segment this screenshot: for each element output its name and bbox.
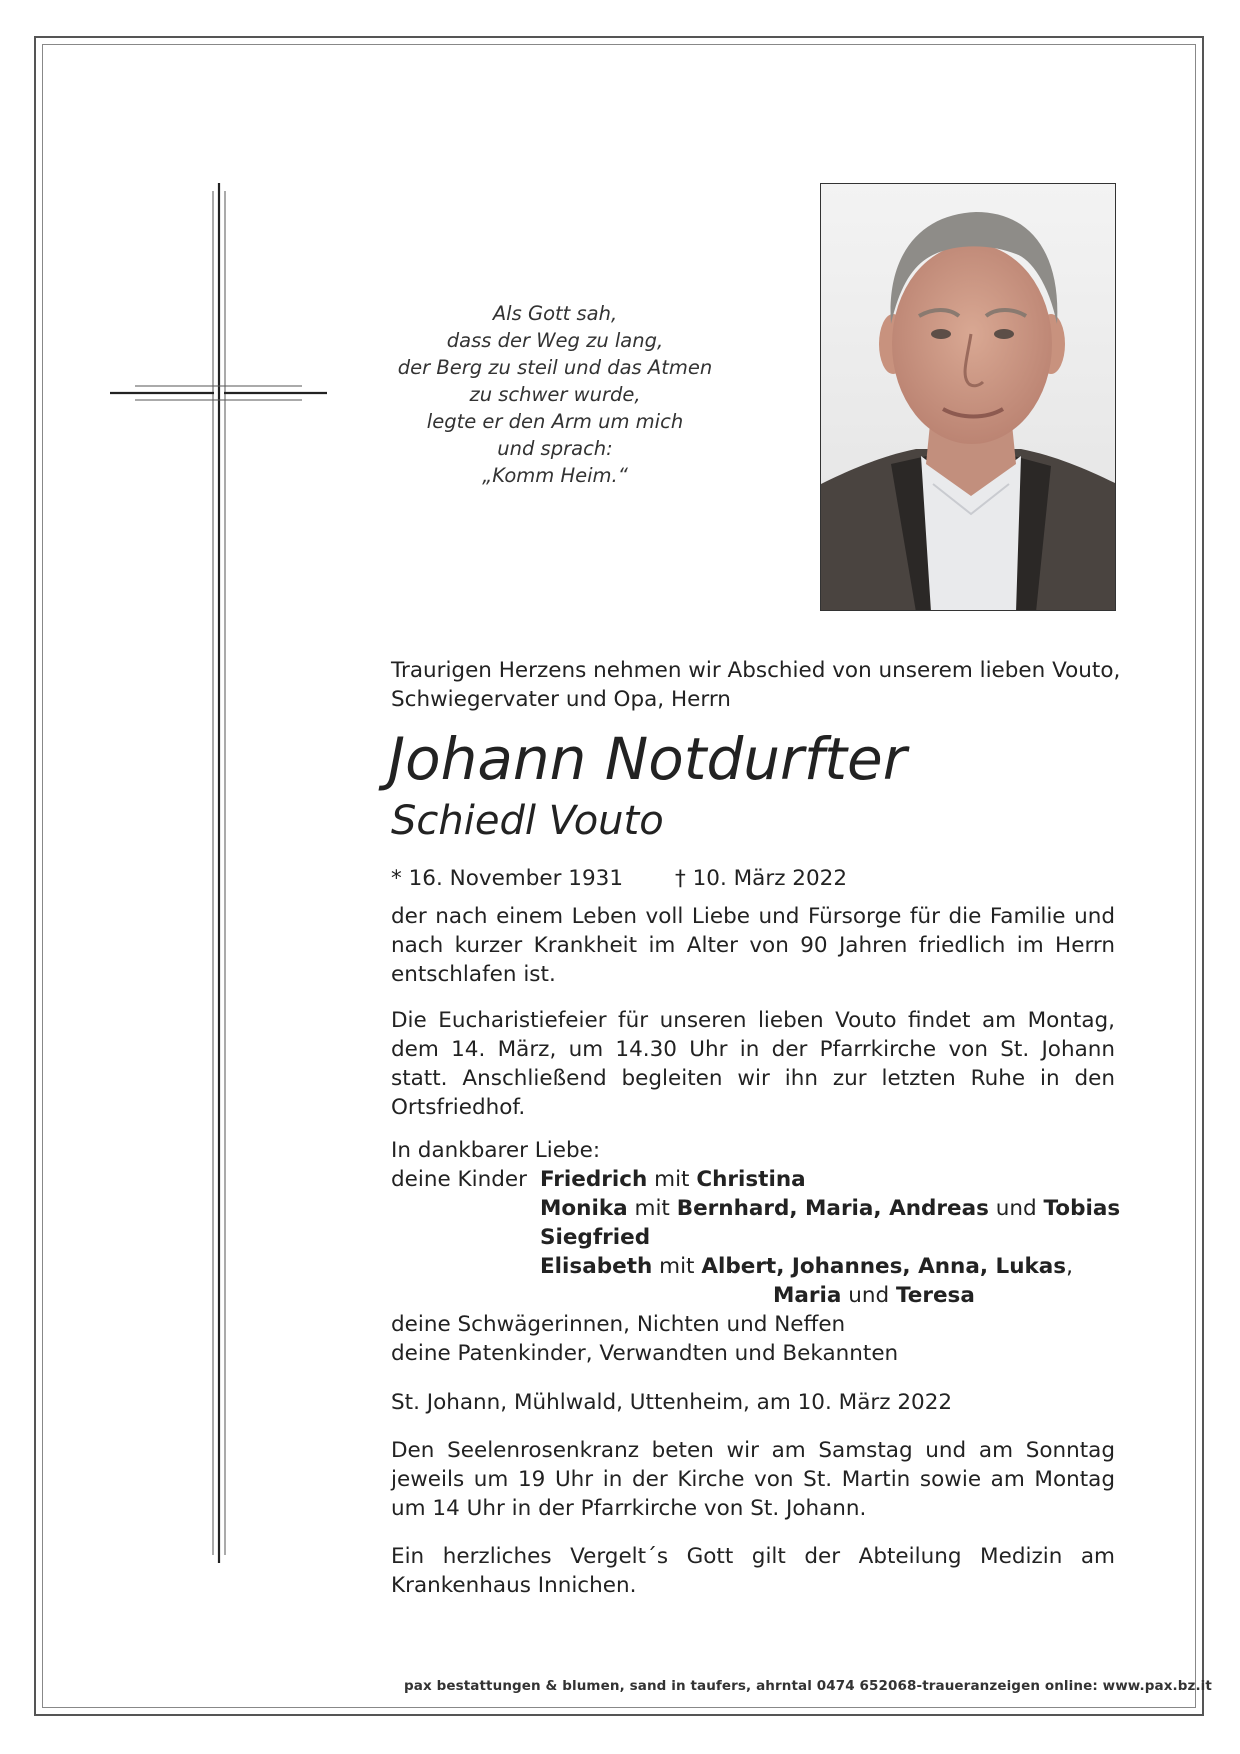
obituary-content: [388, 656, 1121, 1600]
deceased-nickname: Schiedl Vouto: [391, 798, 664, 844]
verse-line: Als Gott sah,: [492, 302, 618, 325]
family-list: [391, 1136, 1121, 1368]
family-heading: In dankbarer Liebe:: [391, 1138, 601, 1163]
verse: [390, 300, 720, 489]
family-row-elisabeth-cont: [391, 1281, 1115, 1310]
child-name: Siegfried: [540, 1225, 651, 1250]
family-members: Albert, Johannes, Anna, Lukas: [701, 1254, 1067, 1279]
verse-line: zu schwer wurde,: [469, 383, 641, 406]
family-member: Tobias: [1043, 1196, 1121, 1221]
family-member: Teresa: [895, 1283, 975, 1308]
family-row-friedrich: [391, 1165, 1115, 1194]
verse-line: dass der Weg zu lang,: [446, 329, 664, 352]
paragraph-life: der nach einem Leben voll Liebe und Fürsorge für die Familie und nach kurzer Krankheit im Alter von 90 Jahren friedlich im Herrn entschlafen ist.: [391, 904, 1115, 987]
verse-line: „Komm Heim.“: [482, 464, 628, 487]
footer-text: pax bestattungen & blumen, sand in taufers, ahrntal 0474 652068-traueranzeigen online: www.pax.bz.it: [404, 1678, 1212, 1694]
connector-text: mit: [659, 1254, 695, 1279]
intro-line: Traurigen Herzens nehmen wir Abschied von unserem lieben Vouto,: [391, 658, 1121, 683]
death-date: † 10. März 2022: [675, 866, 848, 891]
family-row-siegfried: [391, 1223, 1115, 1252]
verse-line: und sprach:: [497, 437, 613, 460]
cross-icon: [110, 183, 330, 1563]
connector-text: und: [848, 1283, 890, 1308]
birth-date: * 16. November 1931: [391, 866, 624, 891]
connector-text: mit: [654, 1167, 690, 1192]
paragraph-funeral: Die Eucharistiefeier für unseren lieben Vouto findet am Montag, dem 14. März, um 14.30 Uhr in der Pfarrkirche von St. Johann statt. Anschließend begleiten wir ihn zur letzten Ruhe in den Ortsfriedhof.: [391, 1008, 1115, 1120]
connector-text: mit: [634, 1196, 670, 1221]
child-name: Elisabeth: [540, 1254, 653, 1279]
relatives-line: deine Schwägerinnen, Nichten und Neffen: [391, 1312, 846, 1337]
child-name: Friedrich: [540, 1167, 648, 1192]
relatives-line: deine Patenkinder, Verwandten und Bekannten: [391, 1341, 899, 1366]
children-label: deine Kinder: [391, 1167, 527, 1192]
portrait-photo: [820, 183, 1116, 611]
family-member: Maria: [773, 1283, 842, 1308]
paragraph-thanks: Ein herzliches Vergelt´s Gott gilt der Abteilung Medizin am Krankenhaus Innichen.: [391, 1544, 1115, 1598]
family-members: Bernhard, Maria, Andreas: [676, 1196, 989, 1221]
child-name: Monika: [540, 1196, 628, 1221]
deceased-name: Johann Notdurfter: [388, 725, 907, 793]
intro-line: Schwiegervater und Opa, Herrn: [391, 687, 731, 712]
intro-text: [391, 656, 1121, 714]
paragraph-rosary: Den Seelenrosenkranz beten wir am Samstag und am Sonntag jeweils um 19 Uhr in der Kirche von St. Martin sowie am Montag um 14 Uhr in der Pfarrkirche von St. Johann.: [391, 1438, 1115, 1521]
spouse-name: Christina: [696, 1167, 806, 1192]
family-row-elisabeth: [391, 1252, 1115, 1281]
family-row-monika: [391, 1194, 1121, 1223]
connector-text: und: [995, 1196, 1037, 1221]
life-dates: [391, 864, 1115, 893]
verse-line: der Berg zu steil und das Atmen: [397, 356, 713, 379]
verse-line: legte er den Arm um mich: [426, 410, 684, 433]
connector-text: ,: [1066, 1254, 1073, 1279]
place-date: St. Johann, Mühlwald, Uttenheim, am 10. März 2022: [391, 1390, 953, 1415]
